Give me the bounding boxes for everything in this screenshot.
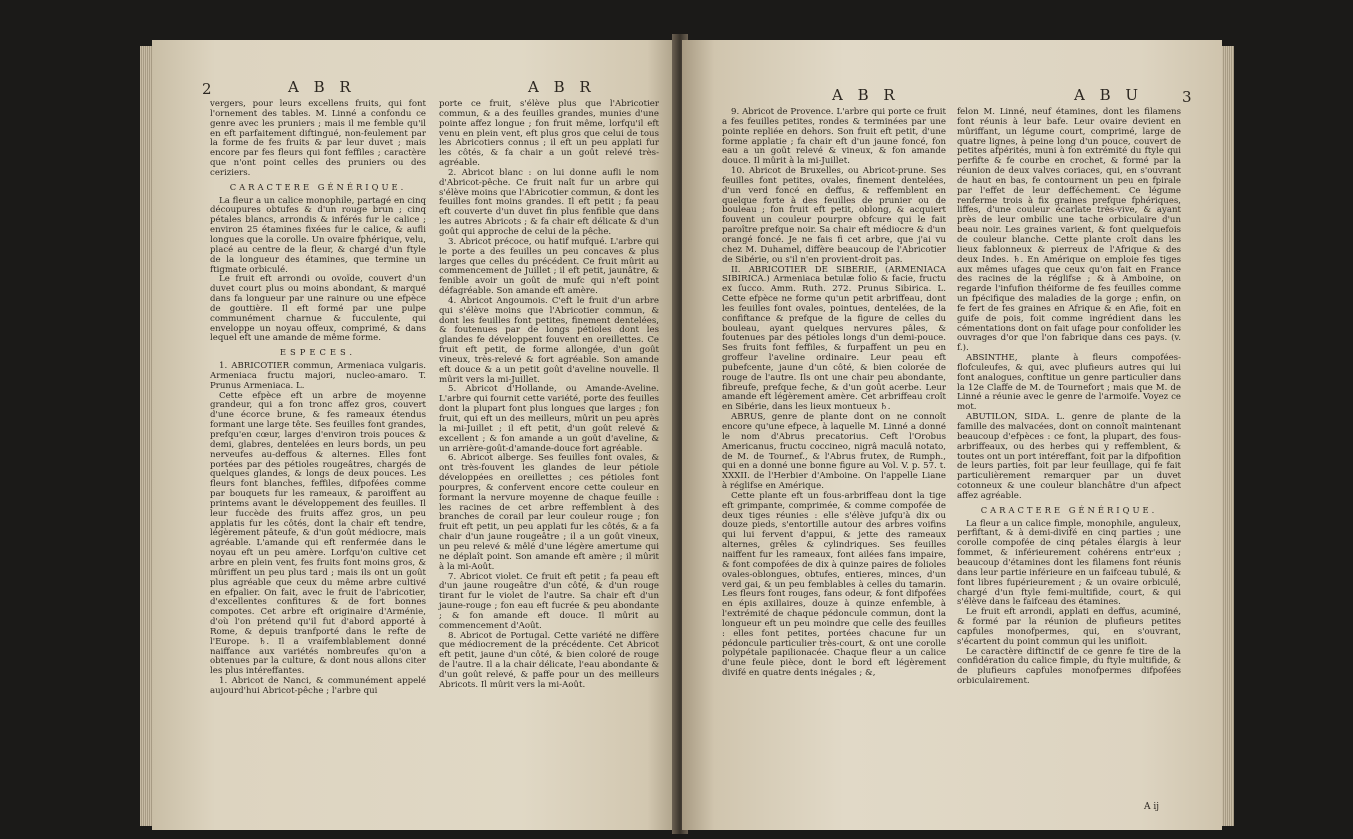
right-column-2 bbox=[957, 108, 1181, 687]
paragraph: 1. Abricot de Nanci, & communément appelé aujourd'hui Abricot-pêche ; l'arbre qui bbox=[210, 676, 426, 696]
paragraph: La fleur a un calice fimple, monophile, anguleux, perfiftant, & à demi-divifé en cinq parties ; une corolle compofée de cinq pétales élargis à leur fommet, & inférieurement cohérens entr'eux ; beaucoup d'étamines dont les filamens font réunis dans leur partie inférieure en un faifceau tubulé, & font libres fupérieurement ; & un ovaire orbiculé, chargé d'un ftyle femi-multifide, court, & qui s'élève dans le faifceau des étamines. bbox=[957, 518, 1181, 608]
paragraph: Le fruit eft arrondi, applati en deffus, acuminé, & formé par la réunion de plufieurs petites capfules monofpermes, qui, en s'ouvrant, s'écartent du point commun qui les unifloit. bbox=[957, 607, 1181, 647]
right-page bbox=[682, 40, 1222, 830]
paragraph: La fleur a un calice monophile, partagé en cinq découpures obtufes & d'un rouge brun ; cinq pétales blancs, arrondis & inférés fur le calice ; environ 25 étamines fixées fur le calice, & aufli longues que la corolle. Un ovaire fphérique, velu, placé au centre de la fleur, & chargé d'un ftyle de la longueur des étamines, que termine un ftigmate orbiculé. bbox=[210, 195, 426, 275]
paragraph: 4. Abricot Angoumois. C'eft le fruit d'un arbre qui s'élève moins que l'Abricotier commun, & dont les feuilles font petites, finement dentelées, & foutenues par de longs pétioles dont les glandes fe développent fouvent en oreillettes. Ce fruit eft petit, de forme allongée, d'un goût vineux, très-relevé & fort agréable. Son amande eft douce & a un petit goût d'aveline nouvelle. Il mûrit vers la mi-Juillet. bbox=[439, 295, 659, 385]
left-page-number: 2 bbox=[202, 80, 212, 98]
paragraph: felon M. Linné, neuf étamines, dont les filamens font réunis à leur bafe. Leur ovaire devient en mûriffant, un légume court, comprimé, large de quatre lignes, à peine long d'un pouce, couvert de petites afpérités, muni à fon extrémité du ftyle qui perfifte & fe courbe en crochet, & formé par la réunion de deux valves coriaces, qui, en s'ouvrant de haut en bas, fe contournent un peu en fpirale par l'effet de leur defféchement. Ce légume renferme trois à fix graines prefque fphériques, liffes, d'une couleur écarlate très-vive, & ayant près de leur ombilic une tache orbiculaire d'un beau noir. Les graines varient, & font quelquefois de couleur blanche. Cette plante croît dans les lieux fablonneux & pierreux de l'Afrique & des deux Indes. ♄. En Amérique on emploie fes tiges aux mêmes ufages que ceux qu'on fait en France des racines de la réglifse ; & à Amboine, on regarde l'infufion théiforme de fes feuilles comme un fpécifique des maladies de la gorge ; enfin, on fe fert de fes graines en Afrique & en Afie, foit en guife de pois, foit comme ingrédient dans les cémentations dont on fait ufage pour confolider les ouvrages d'or que l'on fabrique dans ces pays. (v. f.). bbox=[957, 107, 1181, 354]
section-heading: ESPECES. bbox=[279, 347, 357, 358]
left-column-1 bbox=[210, 100, 426, 697]
paragraph: Cette plante eft un fous-arbriffeau dont la tige eft grimpante, comprimée, & comme compofée de deux tiges réunies : elle s'élève jufqu'à dix ou douze pieds, s'entortille autour des arbres voifins qui lui fervent d'appui, & jette des rameaux alternes, grêles & cylindriques. Ses feuilles naiffent fur les rameaux, font ailées fans impaire, & font compofées de dix à quinze paires de folioles ovales-oblongues, obtufes, entieres, minces, d'un verd gai, & un peu femblables à celles du tamarin. Les fleurs font rouges, fans odeur, & font difpofées en épis axillaires, douze à quinze enfemble, à l'extrémité de chaque pédoncule commun, dont la longueur eft un peu moindre que celle des feuilles : elles font petites, portées chacune fur un pédoncule particulier très-court, & ont une corolle polypétale papilionacée. Chaque fleur a un calice d'une feule pièce, dont le bord eft légèrement divifé en quatre dents inégales ; &, bbox=[722, 490, 946, 679]
paragraph: 2. Abricot blanc : on lui donne aufli le nom d'Abricot-pêche. Ce fruit naît fur un arbre qui s'élève moins que l'Abricotier commun, & dont les feuilles font moins grandes. Il eft petit ; fa peau eft couverte d'un duvet fin plus fenfible que dans les autres Abricots ; & fa chair eft délicate & d'un goût qui approche de celui de la pêche. bbox=[439, 167, 659, 237]
left-header-col2: A B R bbox=[528, 78, 596, 96]
paragraph: 6. Abricot alberge. Ses feuilles font ovales, & ont très-fouvent les glandes de leur pétiole développées en oreillettes ; ces pétioles font pourpres, & confervent encore cette couleur en formant la nervure moyenne de chaque feuille : les racines de cet arbre reffemblent à des branches de corail par leur couleur rouge ; fon fruit eft petit, un peu applati fur les côtés, & a fa chair d'un jaune rougeâtre ; il a un goût vineux, un peu relevé & mêlé d'une légère amertume qui ne déplaît point. Son amande eft amère ; il mûrit à la mi-Août. bbox=[439, 453, 659, 572]
paragraph: 5. Abricot d'Hollande, ou Amande-Aveline. L'arbre qui fournit cette variété, porte des feuilles dont la plupart font plus longues que larges ; fon fruit, qui eft un des meilleurs, mûrit un peu après la mi-Juillet ; il eft petit, d'un goût relevé & excellent ; & fon amande a un goût d'aveline, & un arrière-goût-d'amande-douce fort agréable. bbox=[439, 384, 659, 454]
right-page-edges bbox=[1220, 46, 1234, 826]
paragraph: 3. Abricot précoce, ou hatif mufqué. L'arbre qui le porte a des feuilles un peu concaves & plus larges que celles du précédent. Ce fruit mûrit au commencement de Juillet ; il eft petit, jaunâtre, & fenible avoir un goût de mufc qui n'eft point défagréable. Son amande eft amère. bbox=[439, 236, 659, 297]
paragraph: 10. Abricot de Bruxelles, ou Abricot-prune. Ses feuilles font petites, ovales, finement dentelées, d'un verd foncé en deffus, & reffemblent en quelque forte à des feuilles de prunier ou de bouleau ; fon fruit eft petit, oblong, & acquiert fouvent un couleur pourpre obfcure qui le fait paroître prefque noir. Sa chair eft médiocre & d'un orangé foncé. Je ne fais fi cet arbre, que j'ai vu chez M. Duhamel, diffère beaucoup de l'Abricotier de Sibérie, ou s'il n'en provient-droit pas. bbox=[722, 166, 946, 265]
paragraph: II. ABRICOTIER DE SIBERIE, (ARMENIACA SIBIRICA.) Armeniaca betulæ folio & facie, fructu ex ſucco. Amm. Ruth. 272. Prunus Sibirica. L. Cette efpèce ne forme qu'un petit arbriffeau, dont les feuilles font ovales, pointues, dentelées, de la confiftance & prefque de la figure de celles du bouleau, ayant quelques nervures pâles, & foutenues par des pétioles longs d'un demi-pouce. Ses fruits font feffiles, & furpaffent un peu en groffeur l'aveline ordinaire. Leur peau eft pubefcente, jaune d'un côté, & bien colorée de rouge de l'autre. Ils ont une chair peu abondante, fibreufe, prefque feche, & d'un goût acerbe. Leur amande eft légèrement amère. Cet arbriffeau croît en Sibérie, dans les lieux montueux ♄. bbox=[722, 264, 946, 413]
paragraph: 9. Abricot de Provence. L'arbre qui porte ce fruit a fes feuilles petites, rondes & terminées par une pointe repliée en dehors. Son fruit eft petit, d'une forme applatie ; fa chair eft d'un jaune foncé, fon eau a un goût relevé & vineux, & fon amande douce. Il mûrit à la mi-Juillet. bbox=[722, 107, 946, 167]
section-heading: CARACTERE GÉNÉRIQUE. bbox=[980, 504, 1158, 515]
left-page bbox=[152, 40, 679, 830]
paragraph: ABSINTHE, plante à fleurs compofées-flofculeufes, & qui, avec plufieurs autres qui lui font analogues, conftitue un genre particulier dans la 12e Claffe de M. de Tournefort ; mais que M. de Linné a réunie avec le genre de l'armoife. Voyez ce mot. bbox=[957, 353, 1181, 413]
section-heading: CARACTERE GÉNÉRIQUE. bbox=[229, 181, 407, 192]
paragraph: Le caractère diftinctif de ce genre fe tire de la confidération du calice fimple, du ftyle multifide, & de plufieurs capfules monofpermes difpofées orbiculairement. bbox=[957, 646, 1181, 687]
paragraph: Le fruit eft arrondi ou ovoïde, couvert d'un duvet court plus ou moins abondant, & marqué dans fa longueur par une rainure ou une efpèce de gouttière. Il eft formé par une pulpe communément charnue & fucculente, qui enveloppe un noyau offeux, comprimé, & dans lequel eft une amande de même forme. bbox=[210, 274, 426, 344]
paragraph: vergers, pour leurs excellens fruits, qui font l'ornement des tables. M. Linné a confondu ce genre avec les pruniers ; mais il me femble qu'il en eft parfaitement diftingué, non-feulement par la forme de fes fruits & par leur duvet ; mais encore par fes fleurs qui font feffiles ; caractère que n'ont point celles des pruniers ou des ceriziers. bbox=[210, 99, 426, 178]
right-header-col1: A B R bbox=[832, 86, 900, 104]
signature-mark: A ij bbox=[1144, 802, 1160, 812]
right-header-col2: A B U bbox=[1074, 86, 1144, 104]
paragraph: 8. Abricot de Portugal. Cette variété ne diffère que médiocrement de la précédente. Cet Abricot eft petit, jaune d'un côté, & bien coloré de rouge de l'autre. Il a la chair délicate, l'eau abondante & d'un goût relevé, & paffe pour un des meilleurs Abricots. Il mûrit vers la mi-Août. bbox=[439, 630, 659, 690]
paragraph: Cette efpèce eft un arbre de moyenne grandeur, qui a fon tronc affez gros, couvert d'une écorce brune, & fes rameaux étendus formant une large tête. Ses feuilles font grandes, prefqu'en cœur, larges d'environ trois pouces & demi, glabres, dentelées en leurs bords, un peu nerveufes au-deffous & alternes. Elles font portées par des pétioles rougeâtres, chargés de quelques glandes, & longs de deux pouces. Les fleurs font blanches, feffiles, difpofées comme par bouquets fur les rameaux, & paroiffent au printems avant le développement des feuilles. Il leur fuccède des fruits affez gros, un peu applatis fur les côtés, dont la chair eft tendre, légèrement pâteufe, & d'un goût médiocre, mais agréable. L'amande qui eft renfermée dans le noyau eft un peu amère. Lorfqu'on cultive cet arbre en plein vent, fes fruits font moins gros, & mûriffent un peu plus tard ; mais ils ont un goût plus agréable que ceux du même arbre cultivé en efpalier. On fait, avec le fruit de l'abricotier, d'excellentes confitures & de fort bonnes compotes. Cet arbre eft originaire d'Arménie, d'où l'on prétend qu'il fut d'abord apporté à Rome, & depuis tranfporté dans le refte de l'Europe. ♄. Il a vraifemblablement donné naiffance aux variétés nombreufes qu'on a obtenues par la culture, & dont nous allons citer les plus intéreffantes. bbox=[210, 390, 426, 677]
left-column-2 bbox=[439, 100, 659, 691]
paragraph: 7. Abricot violet. Ce fruit eft petit ; fa peau eft d'un jaune rougeâtre d'un côté, & d'un rouge tirant fur le violet de l'autre. Sa chair eft d'un jaune-rouge ; fon eau eft fucrée & peu abondante ; & fon amande eft douce. Il mûrit au commencement d'Août. bbox=[439, 571, 659, 631]
left-header-col1: A B R bbox=[288, 78, 356, 96]
right-column-1 bbox=[722, 108, 946, 679]
paragraph: ABRUS, genre de plante dont on ne connoît encore qu'une efpece, à laquelle M. Linné a donné le nom d'Abrus precatorius. Ceft l'Orobus Americanus, fructu coccineo, nigrâ maculâ notato, de M. de Tournef., & l'Abrus frutex, de Rumph., qui en a donné une bonne figure au Vol. V. p. 57. t. XXXII. de l'Herbier d'Amboine. On l'appelle Liane à réglifse en Amérique. bbox=[722, 412, 946, 492]
paragraph: porte ce fruit, s'élève plus que l'Abricotier commun, & a des feuilles grandes, munies d'une pointe affez longue ; fon fruit même, lorfqu'il eft venu en plein vent, eft plus gros que celui de tous les Abricotiers connus ; il eft un peu applati fur les côtés, & fa chair a un goût relevé très-agréable. bbox=[439, 99, 659, 169]
paragraph: 1. ABRICOTIER commun, Armeniaca vulgaris. Armeniaca fructu majori, nucleo-amaro. T. Prunus Armeniaca. L. bbox=[210, 361, 426, 391]
paragraph: ABUTILON, SIDA. L. genre de plante de la famille des malvacées, dont on connoît maintenant beaucoup d'efpèces : ce font, la plupart, des fous-arbriffeaux, ou des herbes qui y reffemblent, & toutes ont un port intéreffant, foit par la difpofition de leurs parties, foit par leur feuillage, qui fe fait particulièrement remarquer par un duvet cotonneux & une couleur blanchâtre d'un afpect affez agréable. bbox=[957, 412, 1181, 501]
right-page-number: 3 bbox=[1182, 88, 1192, 106]
